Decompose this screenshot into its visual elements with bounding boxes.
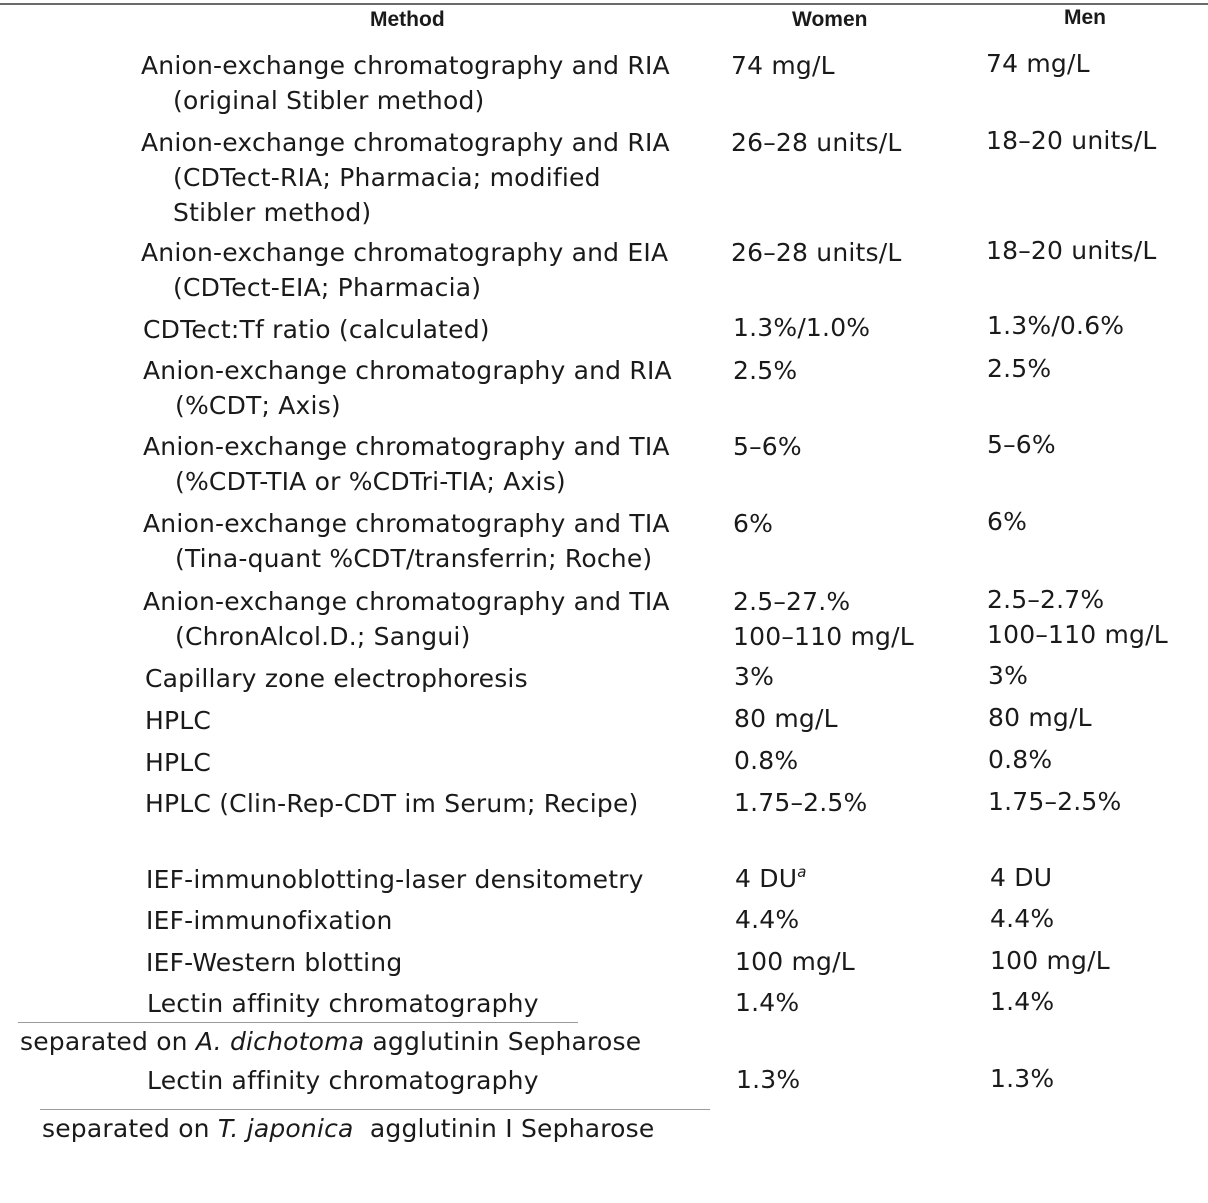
women-value: 5–6%: [733, 432, 802, 461]
women-value: 100 mg/L: [735, 947, 855, 976]
method-extra: separated on T. japonica agglutinin I Sepharose: [42, 1114, 655, 1143]
method-cell: Anion-exchange chromatography and RIA (original Stibler method): [141, 51, 670, 115]
women-value: 3%: [734, 662, 775, 691]
footnote-marker: a: [797, 863, 807, 881]
men-value: 6%: [987, 507, 1028, 536]
women-value: 80 mg/L: [734, 704, 838, 733]
header-women: Women: [792, 8, 868, 31]
method-cell: Anion-exchange chromatography and RIA (CDTect-RIA; Pharmacia; modified Stibler method): [141, 128, 670, 227]
method-cell: IEF-Western blotting: [146, 948, 403, 977]
method-cell: HPLC: [145, 748, 212, 777]
men-value: 74 mg/L: [986, 49, 1090, 78]
women-value: 4 $DU^a$: [735, 863, 807, 893]
men-value: 80 mg/L: [988, 703, 1092, 732]
men-value: 0.8%: [988, 745, 1053, 774]
women-value: 0.8%: [734, 746, 799, 775]
method-cell: Anion-exchange chromatography and TIA (ChronAlcol.D.; Sangui): [143, 587, 670, 651]
women-value: 1.3%: [736, 1065, 801, 1094]
divider-line: [18, 1022, 578, 1023]
men-value: 18–20 units/L: [986, 236, 1157, 265]
men-value: 4.4%: [990, 904, 1055, 933]
men-value: 1.3%: [990, 1064, 1055, 1093]
top-rule: [0, 3, 1208, 5]
women-value: 1.3%/1.0%: [733, 313, 871, 342]
method-cell: IEF-immunofixation: [146, 906, 393, 935]
men-value: 1.4%: [990, 987, 1055, 1016]
method-cell: HPLC (Clin-Rep-CDT im Serum; Recipe): [145, 789, 639, 818]
method-extra: separated on A. dichotoma agglutinin Sepharose: [20, 1027, 642, 1056]
men-value: 3%: [988, 661, 1029, 690]
women-value: 2.5%: [733, 356, 798, 385]
women-value: 26–28 units/L: [731, 238, 902, 267]
men-value: 100 mg/L: [990, 946, 1110, 975]
men-value: 18–20 units/L: [986, 126, 1157, 155]
header-men: Men: [1064, 6, 1106, 29]
men-value: 2.5–2.7% 100–110 mg/L: [987, 585, 1168, 649]
method-cell: Lectin affinity chromatography: [147, 1066, 539, 1095]
method-cell: Lectin affinity chromatography: [147, 989, 539, 1018]
divider-line: [40, 1109, 710, 1110]
method-cell: Anion-exchange chromatography and EIA (CDTect-EIA; Pharmacia): [141, 238, 669, 302]
method-cell: IEF-immunoblotting-laser densitometry: [146, 865, 644, 894]
women-value: 6%: [733, 509, 774, 538]
method-cell: HPLC: [145, 706, 212, 735]
method-cell: Anion-exchange chromatography and TIA (Tina-quant %CDT/transferrin; Roche): [143, 509, 670, 573]
men-value: 2.5%: [987, 354, 1052, 383]
women-value: 4.4%: [735, 905, 800, 934]
method-cell: Anion-exchange chromatography and RIA (%CDT; Axis): [143, 356, 672, 420]
women-value: 1.4%: [735, 988, 800, 1017]
women-value: 2.5–27.% 100–110 mg/L: [733, 587, 914, 651]
header-method: Method: [370, 8, 445, 31]
men-value: 1.3%/0.6%: [987, 311, 1125, 340]
men-value: 5–6%: [987, 430, 1056, 459]
method-cell: CDTect:Tf ratio (calculated): [143, 315, 490, 344]
women-value: 26–28 units/L: [731, 128, 902, 157]
method-cell: Capillary zone electrophoresis: [145, 664, 528, 693]
men-value: 1.75–2.5%: [988, 787, 1122, 816]
women-value: 74 mg/L: [731, 51, 835, 80]
method-cell: Anion-exchange chromatography and TIA (%CDT-TIA or %CDTri-TIA; Axis): [143, 432, 670, 496]
women-value: 1.75–2.5%: [734, 788, 868, 817]
men-value: 4 DU: [990, 863, 1053, 892]
